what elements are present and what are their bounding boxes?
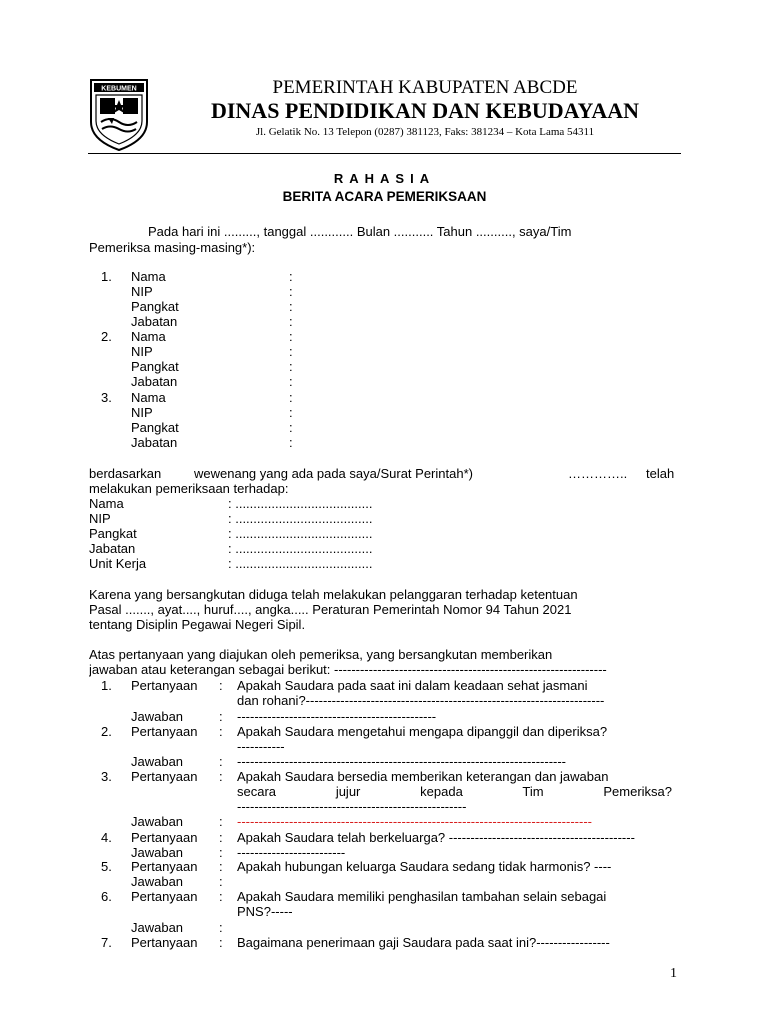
question-text: Apakah Saudara mengetahui mengapa dipanggil dan diperiksa? — [237, 724, 608, 739]
question-label: Pertanyaan — [131, 724, 198, 739]
field-label: Nama — [131, 269, 166, 284]
question-text: ----------- — [237, 739, 285, 754]
authority-text: wewenang yang ada pada saya/Surat Perintah*) — [194, 466, 473, 481]
subject-label: Nama — [89, 496, 124, 511]
field-label: Pangkat — [131, 359, 179, 374]
answer-label: Jawaban — [131, 874, 184, 889]
examiner-number: 3. — [101, 390, 112, 405]
question-number: 3. — [101, 769, 112, 784]
intro-line-1: Pada hari ini ........., tanggal ............ Bulan ........... Tahun .........., saya/Tim — [148, 224, 572, 239]
examiner-number: 2. — [101, 329, 112, 344]
question-text: Apakah hubungan keluarga Saudara sedang tidak harmonis? ---- — [237, 859, 612, 874]
question-text: secara jujur kepada Tim Pemeriksa? — [237, 784, 672, 799]
subject-label: Pangkat — [89, 526, 137, 541]
question-number: 6. — [101, 889, 112, 904]
field-label: Nama — [131, 329, 166, 344]
question-number: 4. — [101, 830, 112, 845]
question-colon: : — [219, 859, 223, 874]
examiner-number: 1. — [101, 269, 112, 284]
field-colon: : — [289, 435, 293, 450]
letterhead-agency: DINAS PENDIDIKAN DAN KEBUDAYAAN — [210, 98, 640, 123]
subject-value: : ...................................... — [228, 511, 373, 526]
field-colon: : — [289, 329, 293, 344]
question-number: 1. — [101, 678, 112, 693]
classification-label: RAHASIA — [333, 171, 436, 186]
field-colon: : — [289, 374, 293, 389]
answer-label: Jawaban — [131, 709, 184, 724]
subject-value: : ...................................... — [228, 541, 373, 556]
answer-colon: : — [219, 874, 223, 889]
page-number: 1 — [670, 966, 677, 981]
reason-line-2: Pasal ......., ayat...., huruf...., angka..... Peraturan Pemerintah Nomor 94 Tahun 2021 — [89, 602, 572, 617]
question-text: Apakah Saudara telah berkeluarga? ------------------------------------------- — [237, 830, 635, 845]
question-number: 5. — [101, 859, 112, 874]
answer-text: ---------------------------------------------------------------------------- — [237, 754, 567, 769]
field-colon: : — [289, 405, 293, 420]
reason-line-1: Karena yang bersangkutan diduga telah melakukan pelanggaran terhadap ketentuan — [89, 587, 578, 602]
field-colon: : — [289, 420, 293, 435]
answer-label: Jawaban — [131, 814, 184, 829]
question-label: Pertanyaan — [131, 830, 198, 845]
question-colon: : — [219, 830, 223, 845]
field-label: NIP — [131, 344, 153, 359]
answer-text: ------------------------- — [237, 845, 346, 860]
document-title: BERITA ACARA PEMERIKSAAN — [282, 189, 487, 204]
question-label: Pertanyaan — [131, 889, 198, 904]
subject-value: : ...................................... — [228, 496, 373, 511]
authority-word: berdasarkan — [89, 466, 162, 481]
answer-label: Jawaban — [131, 754, 184, 769]
letterhead-address: Jl. Gelatik No. 13 Telepon (0287) 381123, Faks: 381234 – Kota Lama 54311 — [255, 126, 595, 138]
answer-colon: : — [219, 845, 223, 860]
answer-colon: : — [219, 920, 223, 935]
question-colon: : — [219, 769, 223, 784]
regency-emblem — [88, 78, 150, 152]
authority-line-2: melakukan pemeriksaan terhadap: — [89, 481, 289, 496]
letterhead-government: PEMERINTAH KABUPATEN ABCDE — [272, 77, 578, 98]
authority-end: telah — [646, 466, 675, 481]
field-label: Pangkat — [131, 420, 179, 435]
subject-value: : ...................................... — [228, 526, 373, 541]
qa-intro-line-2: jawaban atau keterangan sebagai berikut: --------------------------------------------------------------- — [89, 662, 607, 677]
subject-label: NIP — [89, 511, 111, 526]
answer-colon: : — [219, 709, 223, 724]
field-colon: : — [289, 390, 293, 405]
question-label: Pertanyaan — [131, 769, 198, 784]
field-label: Nama — [131, 390, 166, 405]
field-colon: : — [289, 359, 293, 374]
question-text: Bagaimana penerimaan gaji Saudara pada saat ini?----------------- — [237, 935, 610, 950]
answer-text: ---------------------------------------------- — [237, 709, 437, 724]
question-text: ----------------------------------------------------- — [237, 799, 467, 814]
field-colon: : — [289, 269, 293, 284]
field-label: NIP — [131, 284, 153, 299]
question-number: 2. — [101, 724, 112, 739]
question-label: Pertanyaan — [131, 678, 198, 693]
field-colon: : — [289, 299, 293, 314]
field-label: Jabatan — [131, 374, 178, 389]
subject-value: : ...................................... — [228, 556, 373, 571]
question-colon: : — [219, 889, 223, 904]
answer-colon: : — [219, 754, 223, 769]
field-colon: : — [289, 344, 293, 359]
question-text: Apakah Saudara memiliki penghasilan tambahan selain sebagai — [237, 889, 607, 904]
question-colon: : — [219, 678, 223, 693]
field-label: Jabatan — [131, 435, 178, 450]
answer-colon: : — [219, 814, 223, 829]
field-label: NIP — [131, 405, 153, 420]
question-text: Apakah Saudara bersedia memberikan keterangan dan jawaban — [237, 769, 609, 784]
question-label: Pertanyaan — [131, 935, 198, 950]
field-colon: : — [289, 314, 293, 329]
question-text: dan rohani?--------------------------------------------------------------------- — [237, 693, 605, 708]
question-colon: : — [219, 724, 223, 739]
question-text: PNS?----- — [237, 904, 293, 919]
reason-line-3: tentang Disiplin Pegawai Negeri Sipil. — [89, 617, 306, 632]
intro-line-2: Pemeriksa masing-masing*): — [89, 240, 256, 255]
answer-label: Jawaban — [131, 920, 184, 935]
subject-label: Unit Kerja — [89, 556, 147, 571]
answer-label: Jawaban — [131, 845, 184, 860]
question-label: Pertanyaan — [131, 859, 198, 874]
authority-dots: ………….. — [568, 466, 628, 481]
qa-intro-line-1: Atas pertanyaan yang diajukan oleh pemeriksa, yang bersangkutan memberikan — [89, 647, 553, 662]
field-colon: : — [289, 284, 293, 299]
answer-text: ---------------------------------------------------------------------------------- — [237, 814, 592, 829]
letterhead-divider — [88, 153, 681, 154]
subject-label: Jabatan — [89, 541, 136, 556]
emblem-text: KEBUMEN — [101, 85, 137, 93]
question-number: 7. — [101, 935, 112, 950]
question-colon: : — [219, 935, 223, 950]
field-label: Pangkat — [131, 299, 179, 314]
question-text: Apakah Saudara pada saat ini dalam keadaan sehat jasmani — [237, 678, 588, 693]
field-label: Jabatan — [131, 314, 178, 329]
